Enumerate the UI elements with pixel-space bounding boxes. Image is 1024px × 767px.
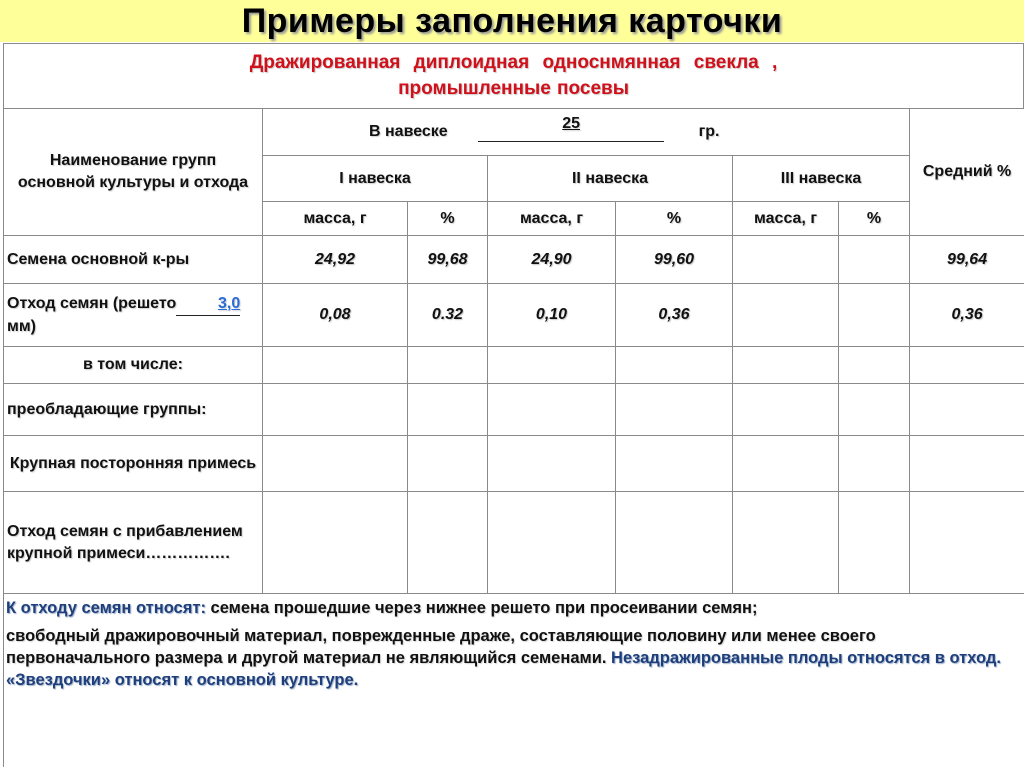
mass-3-cell — [733, 284, 839, 347]
seed-waste-label-prefix: Отход семян (решето — [7, 294, 177, 312]
analysis-card-table — [3, 108, 1024, 594]
sieve-size-value: 3,0 — [217, 294, 241, 312]
row-label-seed-waste — [4, 284, 263, 347]
mass-header-3: масса, г — [733, 202, 839, 236]
mass-header-1: масса, г — [263, 202, 408, 236]
subtitle-line-1: Дражированная диплоидная односнмянная свекла , — [249, 52, 778, 73]
table-row — [4, 384, 1024, 436]
note-paragraph-1 — [6, 597, 1022, 619]
sample-2-header: II навеска — [488, 156, 733, 202]
sample-3-header: III навеска — [733, 156, 910, 202]
sample-weight-unit: гр. — [698, 122, 720, 140]
crop-subtitle — [3, 43, 1024, 109]
note-1-emphasis: К отходу семян относят: — [6, 599, 206, 617]
note-2-emphasis: Незадражированные плоды относятся в отход. «Звездочки» относят к основной культуре. — [6, 649, 1001, 689]
group-name-header: Наименование групп основной культуры и отхода — [4, 109, 263, 236]
mass-header-2: масса, г — [488, 202, 616, 236]
average-cell: 99,64 — [910, 236, 1024, 284]
mass-3-cell — [733, 236, 839, 284]
table-row — [4, 492, 1024, 594]
row-label-main-seeds: Семена основной к-ры — [4, 236, 263, 284]
percent-1-cell: 99,68 — [408, 236, 488, 284]
sample-1-header: I навеска — [263, 156, 488, 202]
mass-1-cell: 24,92 — [263, 236, 408, 284]
percent-3-cell — [839, 236, 910, 284]
note-paragraph-2 — [6, 625, 1022, 691]
table-row — [4, 436, 1024, 492]
mass-2-cell: 24,90 — [488, 236, 616, 284]
percent-header-3: % — [839, 202, 910, 236]
sample-weight-label: В навеске — [369, 122, 448, 140]
average-percent-header: Средний % — [910, 109, 1024, 236]
row-label-predominant-groups: преобладающие группы: — [4, 384, 263, 436]
mass-2-cell: 0,10 — [488, 284, 616, 347]
percent-header-1: % — [408, 202, 488, 236]
table-row — [4, 347, 1024, 384]
sample-weight-header — [263, 109, 910, 156]
percent-2-cell: 99,60 — [616, 236, 733, 284]
seed-waste-label-suffix: мм) — [7, 317, 36, 335]
sample-weight-value: 25 — [562, 114, 581, 132]
average-cell: 0,36 — [910, 284, 1024, 347]
row-label-including: в том числе: — [4, 347, 263, 384]
note-2-text: свободный дражировочный материал, поврежденные драже, составляющие половину или менее своего первоначального размера и другой материал не являющийся семенами. — [6, 627, 876, 667]
percent-header-2: % — [616, 202, 733, 236]
row-label-waste-with-impurity: Отход семян с прибавлением крупной примеси……………. — [4, 492, 263, 594]
percent-2-cell: 0,36 — [616, 284, 733, 347]
title-bar — [0, 0, 1024, 42]
table-row — [4, 236, 1024, 284]
row-label-large-impurity: Крупная посторонняя примесь — [4, 436, 263, 492]
percent-3-cell — [839, 284, 910, 347]
percent-1-cell: 0.32 — [408, 284, 488, 347]
table-row — [4, 284, 1024, 347]
notes-section — [3, 594, 1024, 767]
note-1-text: семена прошедшие через нижнее решето при просеивании семян; — [205, 599, 758, 617]
mass-1-cell: 0,08 — [263, 284, 408, 347]
header-row-weight — [4, 109, 1024, 156]
page-title: Примеры заполнения карточки — [241, 1, 783, 40]
subtitle-line-2: промышленные посевы — [398, 78, 629, 99]
